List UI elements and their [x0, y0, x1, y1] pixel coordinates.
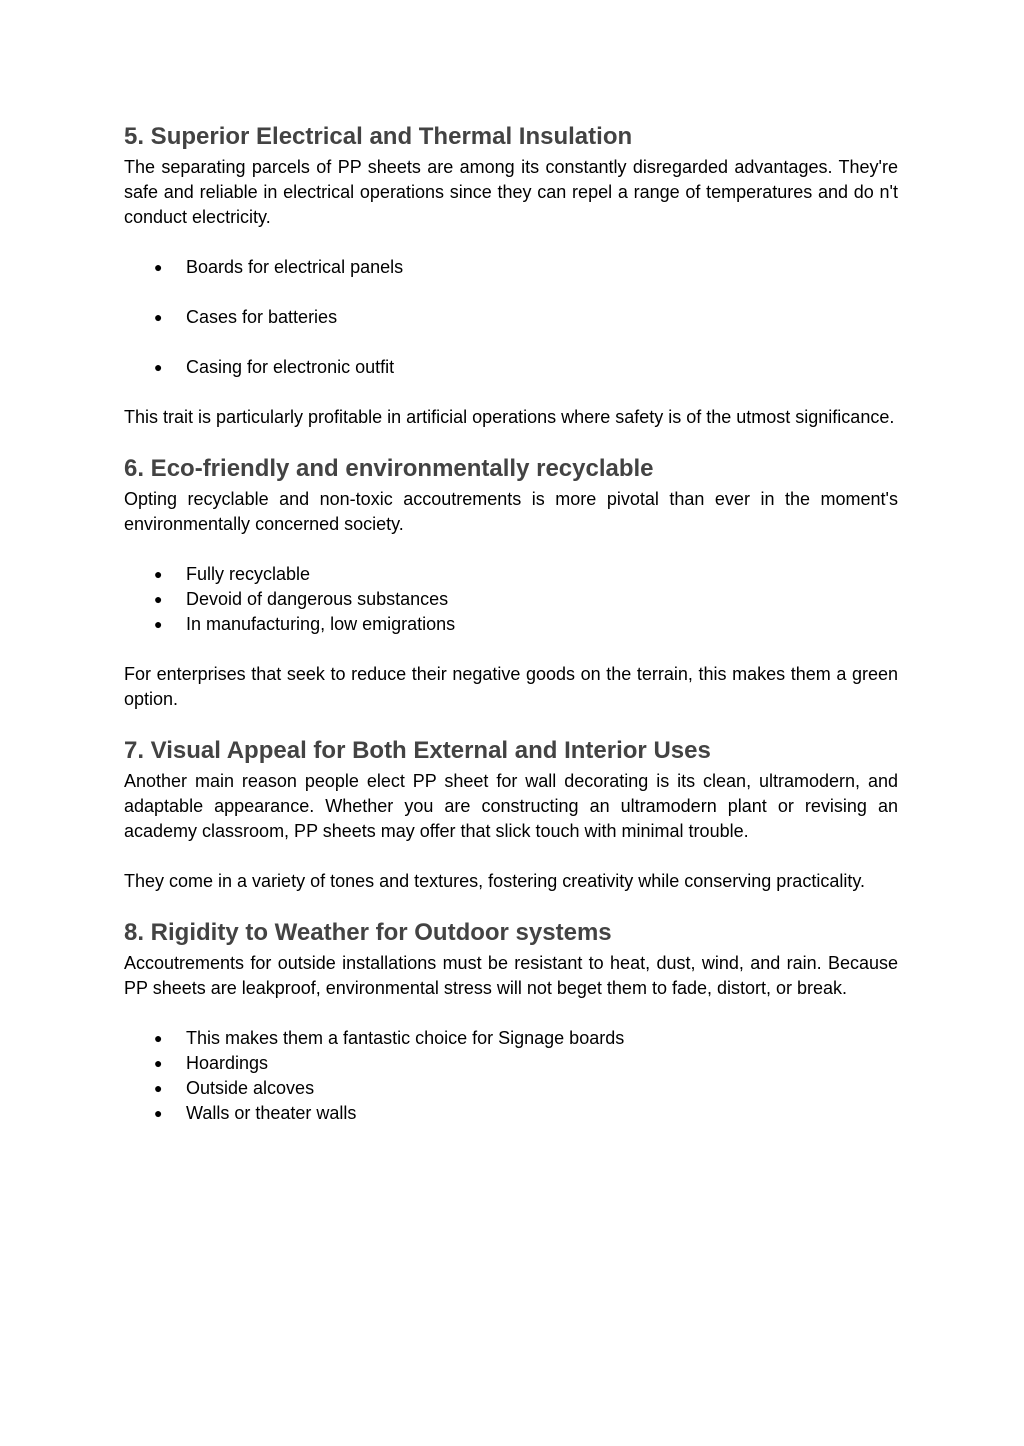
- bullet-icon: ●: [154, 1055, 163, 1071]
- list-item: ● Walls or theater walls: [124, 1101, 898, 1126]
- section-6-list: [124, 562, 898, 637]
- section-7-intro: Another main reason people elect PP sheet for wall decorating is its clean, ultramodern, and adaptable appearance. Whether you are constructing an ultramodern plant or revising an academy classroom, PP sheets may offer that slick touch with minimal trouble.: [124, 771, 898, 841]
- bullet-icon: ●: [154, 1080, 163, 1096]
- section-7-closing: They come in a variety of tones and textures, fostering creativity while conserving practicality.: [124, 871, 865, 891]
- bullet-icon: ●: [154, 1030, 163, 1046]
- section-8-list: [124, 1026, 898, 1126]
- section-5-heading: 5. Superior Electrical and Thermal Insulation: [124, 123, 633, 150]
- list-item: ● Cases for batteries: [124, 305, 898, 330]
- section-8-heading: 8. Rigidity to Weather for Outdoor systems: [124, 919, 612, 946]
- section-5-list: [124, 255, 898, 380]
- bullet-icon: ●: [154, 591, 163, 607]
- list-item: ● Casing for electronic outfit: [124, 355, 898, 380]
- bullet-icon: ●: [154, 566, 163, 582]
- document-page: [124, 119, 898, 1126]
- list-item: ● Boards for electrical panels: [124, 255, 898, 280]
- section-7-heading: 7. Visual Appeal for Both External and Interior Uses: [124, 737, 711, 764]
- list-item: ● In manufacturing, low emigrations: [124, 612, 898, 637]
- bullet-icon: ●: [154, 259, 163, 275]
- section-6-intro: Opting recyclable and non-toxic accoutrements is more pivotal than ever in the moment's environmentally concerned society.: [124, 489, 898, 534]
- bullet-icon: ●: [154, 616, 163, 632]
- bullet-icon: ●: [154, 359, 163, 375]
- list-item: ● Fully recyclable: [124, 562, 898, 587]
- section-5-intro: The separating parcels of PP sheets are among its constantly disregarded advantages. They're safe and reliable in electrical operations since they can repel a range of temperatures and do n't conduct electricity.: [124, 157, 898, 227]
- section-5-closing: This trait is particularly profitable in artificial operations where safety is of the utmost significance.: [124, 407, 895, 427]
- list-item: ● Hoardings: [124, 1051, 898, 1076]
- section-6-heading: 6. Eco-friendly and environmentally recyclable: [124, 455, 654, 482]
- list-item: ● Outside alcoves: [124, 1076, 898, 1101]
- list-item: ● Devoid of dangerous substances: [124, 587, 898, 612]
- section-6-closing: For enterprises that seek to reduce their negative goods on the terrain, this makes them a green option.: [124, 664, 898, 709]
- list-item: ● This makes them a fantastic choice for Signage boards: [124, 1026, 898, 1051]
- bullet-icon: ●: [154, 1105, 163, 1121]
- section-8-intro: Accoutrements for outside installations must be resistant to heat, dust, wind, and rain. Because PP sheets are leakproof, environmental stress will not beget them to fade, distort, or break.: [124, 953, 898, 998]
- bullet-icon: ●: [154, 309, 163, 325]
